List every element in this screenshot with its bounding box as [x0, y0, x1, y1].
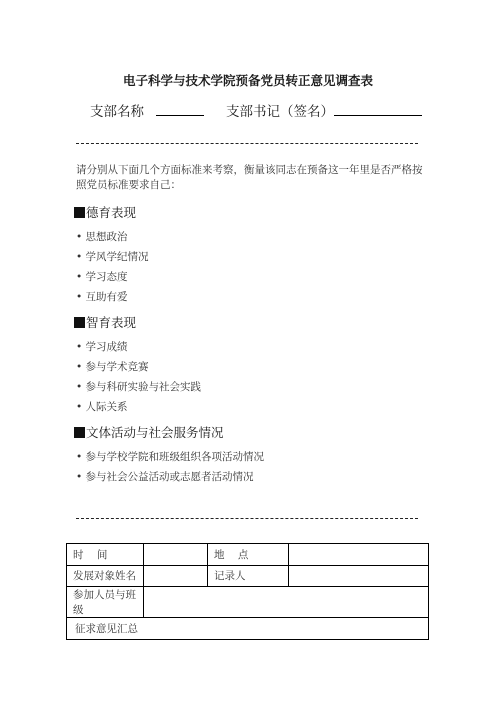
list-item: • 参与学术竞赛 — [76, 361, 149, 373]
participants-label: 参加人员与班级 — [67, 587, 144, 618]
section-intellectual — [74, 313, 136, 331]
participants-field[interactable] — [144, 587, 429, 618]
list-item: • 参与学校学院和班级组织各项活动情况 — [76, 451, 265, 463]
divider-bottom — [76, 518, 418, 519]
time-field[interactable] — [144, 544, 208, 566]
target-name-label: 发展对象姓名 — [67, 565, 144, 587]
list-item: • 参与科研实验与社会实践 — [76, 381, 202, 393]
document-title: 电子科学与技术学院预备党员转正意见调查表 — [122, 73, 373, 88]
square-bullet-icon — [74, 427, 85, 438]
table-row — [67, 544, 429, 566]
time-label: 时 间 — [67, 544, 144, 566]
branch-name-label: 支部名称 — [90, 104, 144, 120]
section-moral — [74, 203, 136, 221]
section-activities — [74, 423, 224, 441]
list-item: • 思想政治 — [76, 231, 128, 243]
table-row — [67, 587, 429, 618]
secretary-signature-label: 支部书记（签名） — [226, 104, 334, 120]
list-item: • 学习成绩 — [76, 341, 128, 353]
survey-table — [66, 543, 429, 640]
branch-fields — [90, 100, 422, 120]
intro-text: 请分别从下面几个方面标准来考察，衡量该同志在预备这一年里是否严格按照党员标准要求自己： — [76, 164, 423, 191]
recorder-field[interactable] — [289, 565, 429, 587]
section-title: 智育表现 — [86, 315, 137, 330]
divider-top — [76, 143, 418, 144]
list-item: • 参与社会公益活动或志愿者活动情况 — [76, 471, 254, 483]
list-item: • 学习态度 — [76, 271, 128, 283]
list-item: • 人际关系 — [76, 401, 128, 413]
recorder-label: 记录人 — [208, 565, 289, 587]
section-title: 文体活动与社会服务情况 — [86, 425, 224, 440]
list-item: • 互助有爱 — [76, 291, 128, 303]
summary-label[interactable]: 征求意见汇总 — [67, 618, 429, 640]
square-bullet-icon — [74, 317, 85, 328]
list-item: • 学风学纪情况 — [76, 251, 149, 263]
branch-name-field[interactable] — [156, 101, 204, 116]
square-bullet-icon — [74, 207, 85, 218]
place-label: 地 点 — [208, 544, 289, 566]
table-row — [67, 565, 429, 587]
section-title: 德育表现 — [86, 205, 137, 220]
secretary-signature-field[interactable] — [334, 101, 422, 116]
target-name-field[interactable] — [144, 565, 208, 587]
place-field[interactable] — [289, 544, 429, 566]
table-row — [67, 618, 429, 640]
